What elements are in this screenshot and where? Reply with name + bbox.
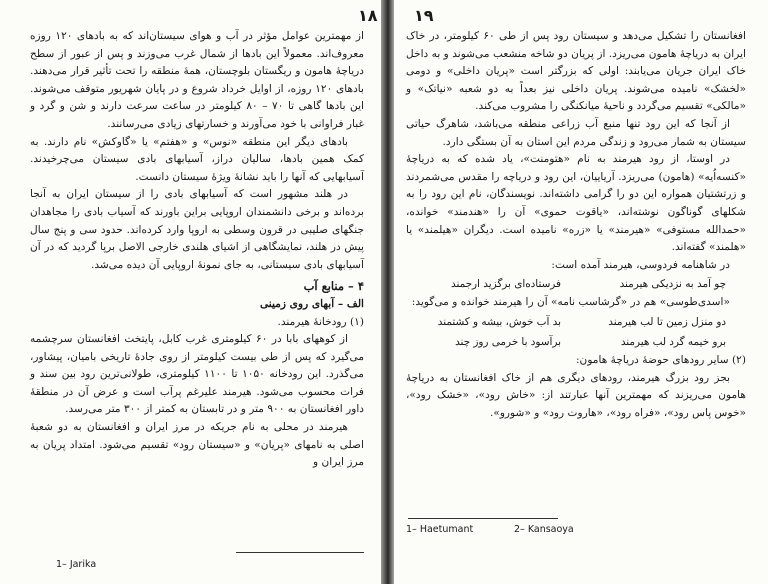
paragraph: بادهای دیگر این منطقه «نوس» و «هفتم» یا «گاوکش» نام دارند. به کمک همین بادها، سالیان دراز، آسیابهای بادی سیستان می‌چرخیدند. آسیابهایی که آنها را باید نشانهٔ ویژهٔ سیستان دانست. bbox=[30, 135, 364, 183]
verse-line: فرستاده‌ای برگزید ارجمند bbox=[451, 278, 561, 291]
paragraph: از کوههای بابا در ۶۰ کیلومتری غرب کابل، پایتخت افغانستان سرچشمه می‌گیرد که پس از طی بیست کیلومتر از روی جادهٔ تاریخی بامیان، پیشاور، می‌گذرد. این رودخانه ۱۰۵۰ تا ۱۱۰۰ کیلومتری، طولانی‌ترین رود بین سند و فرات محسوب می‌شود. هیرمند علیرغم پرآب است و عرض آن در منطقهٔ داور افغانستان به ۹۰۰ متر و در تابستان به کمتر از ۳۰۰ متر می‌رسد. bbox=[30, 333, 364, 416]
footnote: 2– Kansaoya bbox=[514, 524, 574, 535]
footnote-rule bbox=[408, 518, 558, 519]
item-heading: (۱) رودخانهٔ هیرمند. bbox=[277, 315, 364, 328]
right-page bbox=[394, 0, 768, 584]
paragraph: در اوستا، از رود هیرمند به نام «هتومنت»، یاد شده که به دریاچهٔ «کنسه‌اُیه» (هامون) می‌ریزد. آریاییان، این رود و دریاچه را مقدس می‌شمردند و زرتشتیان همواره این دو را گرامی داشته‌اند. نویسندگان، نام این رود را به شکلهای گوناگون نوشته‌اند، «یاقوت حموی» آن را «هندمند» خوانده، «حمدالله مستوفی» «هیرمند» یا «زره» نامیده است. دیگران «هیلمند» یا «هلمند» گفته‌اند. bbox=[406, 153, 746, 254]
page-text bbox=[30, 28, 364, 472]
paragraph: هیرمند در محلی به نام جریکه در مرز ایران و افغانستان به دو شعبهٔ اصلی به نامهای «پریان» و «سیستان رود» تقسیم می‌شود. امتداد پریان به مرز ایران و bbox=[30, 421, 364, 469]
verse-line: برو خیمه گرد لب هیرمند bbox=[620, 335, 726, 348]
footnote: 1– Haetumant bbox=[406, 524, 474, 535]
paragraph: افغانستان را تشکیل می‌دهد و سیستان رود پس از طی ۶۰ کیلومتر، در خاک ایران به دریاچهٔ هامون می‌ریزد. از پریان دو شاخه منشعب می‌شوند و به داخل خاک ایران جریان می‌یابند: اولی که بزرگتر است «پریان داخلی» و دومی «لخشک» نامیده می‌شوند. پریان داخلی نیز بعداً به دو شعبه «نیاتک» و «مالکی» تقسیم می‌گردد و ناحیهٔ میانکنگی را مشروب می‌کند. bbox=[406, 30, 746, 113]
verse-line: بد آب خوش، بیشه و کشتمند bbox=[437, 315, 561, 328]
footnote-rule bbox=[236, 552, 364, 553]
left-page bbox=[0, 0, 381, 584]
item-heading: (۲) سایر رودهای حوضهٔ دریاچهٔ هامون: bbox=[575, 353, 746, 366]
verse-line: دو منزل زمین تا لب هیرمند bbox=[608, 315, 726, 328]
paragraph: در هلند مشهور است که آسیابهای بادی را از سیستان ایران به آنجا برده‌اند و برخی دانشمندان اروپایی براین باورند که آسیاب بادی را مجاهدان جنگهای صلیبی در قرون وسطی به اروپا وارد کرده‌اند. حدود سی و پنج سال پیش در هلند، نمایشگاهی از اشیای هلندی خارجی الاصل برپا گردید که در آن آسیابهای بادی سیستانی، به جای نمونهٔ اروپایی آن دیده می‌شد. bbox=[30, 188, 364, 271]
paragraph: از آنجا که این رود تنها منبع آب زراعی منطقه می‌باشد، شاهرگ حیاتی سیستان به شمار می‌رود و زندگی مردم این استان به آن بستگی دارد. bbox=[406, 117, 746, 148]
page-number: ۱۸ bbox=[358, 6, 378, 25]
section-heading: ۴ – منابع آب bbox=[303, 279, 364, 294]
book-gutter bbox=[381, 0, 394, 584]
paragraph: بجز رود بزرگ هیرمند، رودهای دیگری هم از خاک افغانستان به دریاچهٔ هامون می‌ریزند که مهمترین آنها عبارتند از: «خاش رود»، «خشک رود»، «خوس پاس رود»، «فراه رود»، «هاروت رود» و «شورو». bbox=[406, 371, 746, 419]
sub-heading: الف – آبهای روی زمینی bbox=[259, 297, 364, 310]
verse-line: برآسود با خرمی روز چند bbox=[455, 335, 561, 348]
poem-verses bbox=[406, 274, 746, 294]
paragraph: «اسدی‌طوسی» هم در «گرشاسب نامه» آن را هیرمند خوانده و می‌گوید: bbox=[411, 296, 730, 309]
paragraph: در شاهنامه فردوسی، هیرمند آمده است: bbox=[551, 258, 730, 271]
footnote: 1– Jarika bbox=[56, 559, 97, 570]
page-number: ۱۹ bbox=[414, 6, 434, 25]
page-text bbox=[406, 28, 746, 422]
poem-verses bbox=[406, 312, 746, 352]
paragraph: از مهمترین عوامل مؤثر در آب و هوای سیستان‌اند که به بادهای ۱۲۰ روزه معروف‌اند. معمولاً این بادها از شمال غرب می‌وزند و پس از عبور از سطح دریاچهٔ هامون و ریگستان بلوچستان، همهٔ منطقه را تحت تأثیر قرار می‌دهند. بادهای ۱۲۰ روزه، از اوایل خرداد شروع و در پایان شهریور متوقف می‌شوند. این بادها گاهی تا ۷۰ – ۸۰ کیلومتر در ساعت سرعت دارند و شن و گرد و غبار فراوانی با خود می‌آورند و خسارتهای زیادی می‌رسانند. bbox=[30, 30, 365, 130]
verse-line: چو آمد به نزدیکی هیرمند bbox=[619, 278, 726, 291]
